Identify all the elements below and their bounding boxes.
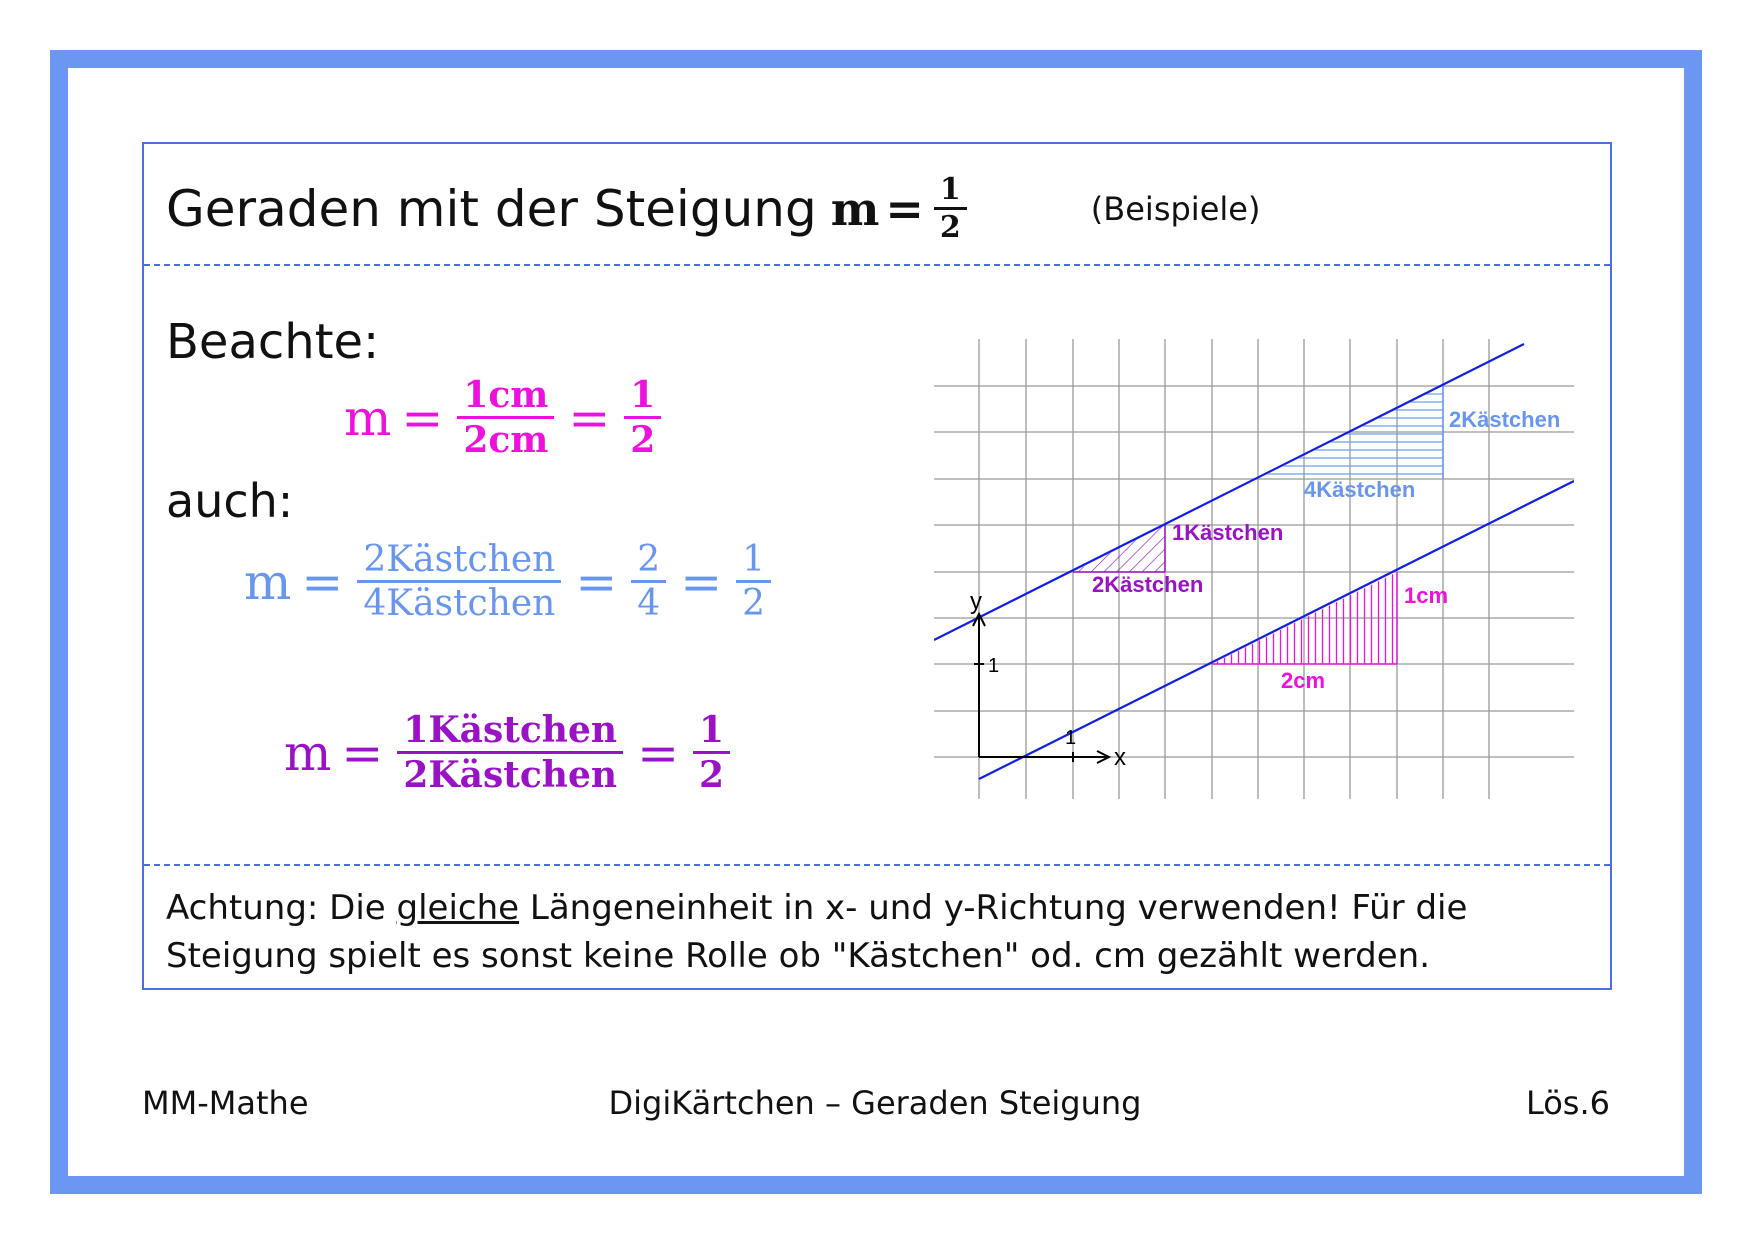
title-frac-den: 2 <box>934 207 967 245</box>
formula-cm-den2: 2 <box>624 416 661 461</box>
formula-purple-frac1 <box>397 709 623 796</box>
formula-purple <box>284 709 734 796</box>
formula-purple-eq: = <box>341 723 384 782</box>
purple-vertical-label: 1Kästchen <box>1172 520 1284 545</box>
axis-x-label: x <box>1114 744 1126 771</box>
formula-blue <box>244 539 775 624</box>
formula-purple-den2: 2 <box>693 751 730 796</box>
auch-label: auch: <box>166 474 294 528</box>
divider-bottom <box>144 864 1610 866</box>
formula-cm-eq: = <box>401 388 444 447</box>
formula-blue-den: 4Kästchen <box>357 580 561 624</box>
formula-purple-eq2: = <box>637 723 679 782</box>
axis-y-label: y <box>970 588 982 615</box>
formula-cm-num2: 1 <box>630 374 656 416</box>
formula-purple-num2: 1 <box>698 709 725 751</box>
card-title <box>166 172 1260 245</box>
formula-cm-num: 1cm <box>463 374 549 416</box>
note-text <box>166 884 1586 980</box>
formula-cm-m: m <box>344 388 392 447</box>
formula-blue-frac2 <box>631 539 666 624</box>
footer-right: Lös.6 <box>1525 1084 1610 1122</box>
pink-horizontal-label: 2cm <box>1281 668 1326 693</box>
formula-purple-m: m <box>284 723 332 782</box>
title-m: m <box>830 181 880 236</box>
title-text: Geraden mit der Steigung <box>166 179 817 238</box>
title-suffix: (Beispiele) <box>1090 189 1261 228</box>
beachte-label: Beachte: <box>166 314 380 370</box>
blue-horizontal-label: 4Kästchen <box>1304 477 1416 502</box>
formula-blue-num3: 1 <box>742 539 765 580</box>
blue-vertical-label: 2Kästchen <box>1449 407 1561 432</box>
formula-cm-den: 2cm <box>457 416 554 461</box>
note-part2: Längeneinheit in x- und y-Richtung verwenden! Für die Steigung spielt es sonst keine Rolle ob "Kästchen" od. cm gezählt werden. <box>166 888 1468 976</box>
formula-cm-frac1 <box>457 374 554 461</box>
formula-cm-frac2 <box>624 374 661 461</box>
footer-left: MM-Mathe <box>142 1084 309 1122</box>
formula-blue-eq: = <box>301 552 344 611</box>
formula-purple-frac2 <box>693 709 730 796</box>
formula-blue-frac1 <box>357 539 561 624</box>
formula-blue-eq2: = <box>575 552 618 611</box>
title-frac-num: 1 <box>939 172 961 207</box>
formula-blue-num2: 2 <box>637 539 661 580</box>
note-underlined: gleiche <box>396 888 520 928</box>
formula-cm-eq2: = <box>568 388 611 447</box>
footer-center: DigiKärtchen – Geraden Steigung <box>608 1084 1142 1122</box>
purple-horizontal-label: 2Kästchen <box>1092 572 1204 597</box>
formula-blue-den2: 4 <box>631 580 666 624</box>
note-part1: Achtung: Die <box>166 888 397 928</box>
formula-purple-den: 2Kästchen <box>397 751 623 796</box>
tick-x-label: 1 <box>1065 727 1077 749</box>
formula-blue-frac3 <box>736 539 771 624</box>
tick-y-label: 1 <box>988 655 1000 677</box>
card <box>142 142 1612 990</box>
formula-purple-num: 1Kästchen <box>403 709 618 751</box>
formula-blue-eq3: = <box>680 552 723 611</box>
formula-blue-num: 2Kästchen <box>363 539 556 580</box>
divider-top <box>144 264 1610 266</box>
formula-blue-den3: 2 <box>736 580 771 624</box>
axes <box>973 614 1109 763</box>
formula-cm <box>344 374 665 461</box>
title-eq: = <box>885 181 924 236</box>
formula-blue-m: m <box>244 552 292 611</box>
pink-vertical-label: 1cm <box>1404 583 1449 608</box>
title-fraction <box>934 172 967 245</box>
slope-figure <box>934 334 1574 804</box>
